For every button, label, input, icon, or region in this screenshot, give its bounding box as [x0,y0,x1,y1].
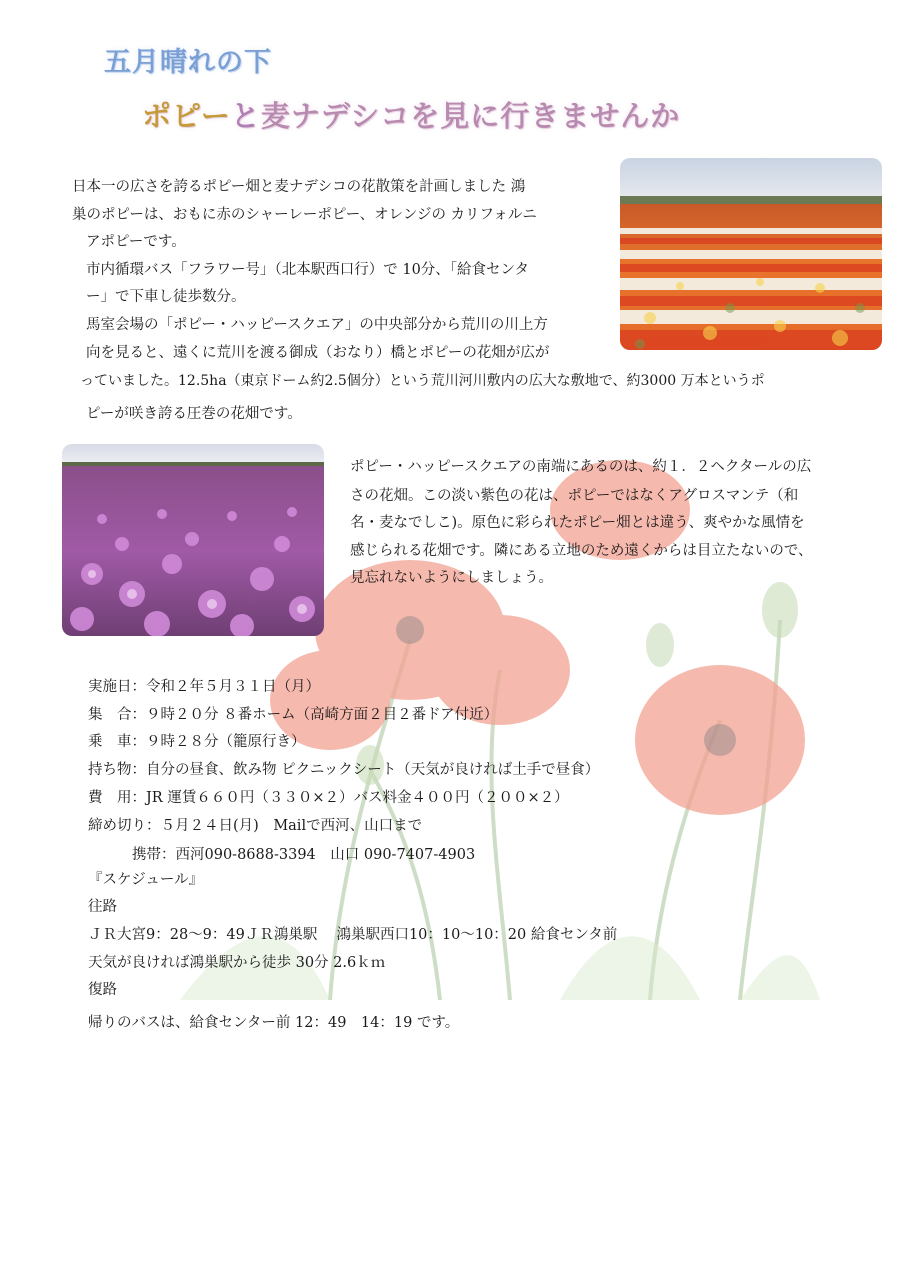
subtitle-rest: 麦ナデシコを見に行きませんか [260,99,681,133]
agrostemma-line: 感じられる花畑です。隣にある立地のため遠くからは目立たないので、 [350,543,813,559]
intro-line: 市内循環バス「フラワー号」（北本駅西口行）で 10分、「給食センタ [86,262,529,278]
intro-line: アポピーです。 [86,234,186,250]
outbound-heading: 往路 [88,899,117,915]
agrostemma-field-photo [62,444,324,636]
subtitle-to: と [230,99,261,133]
outbound-detail: ＪＲ大宮9：28〜9：49ＪＲ鴻巣駅 鴻巣駅西口10：10〜10：20 給食センタ前 [88,927,618,943]
schedule-heading: 『スケジュール』 [88,872,204,888]
intro-line: 巣のポピーは、おもに赤のシャーレーポピー、オレンジの カリフォルニ [72,207,537,223]
return-detail: 帰りのバスは、給食センター前 12：49 14：19 です。 [88,1015,460,1031]
return-heading: 復路 [88,982,117,998]
detail-boarding: 乗 車：９時２８分（籠原行き） [88,734,306,750]
agrostemma-line: 見忘れないようにしましょう。 [350,570,553,586]
detail-deadline: 締め切り：５月２４日(月) Mailで西河、山口まで [88,818,423,834]
page-title: 五月晴れの下 [104,47,272,78]
poppy-field-photo [620,158,882,350]
intro-line: ピーが咲き誇る圧巻の花畑です。 [86,406,302,422]
detail-meeting: 集 合：９時２０分 ８番ホーム（高崎方面２目２番ドア付近） [88,707,499,723]
page-subtitle [142,94,680,135]
subtitle-poppy: ポピー [142,99,231,133]
detail-belongings: 持ち物：自分の昼食、飲み物 ピクニックシート（天気が良ければ土手で昼食） [88,762,600,778]
intro-line: 馬室会場の「ポピー・ハッピースクエア」の中央部分から荒川の川上方 [86,317,548,333]
agrostemma-line: さの花畑。この淡い紫色の花は、ポピーではなくアグロスマンテ（和 [350,488,799,504]
agrostemma-line: ポピー・ハッピースクエアの南端にあるのは、約１．２ヘクタールの広 [350,459,812,475]
agrostemma-line: 名・麦なでしこ)。原色に彩られたポピー畑とは違う、爽やかな風情を [350,515,805,531]
intro-line: 日本一の広さを誇るポピー畑と麦ナデシコの花散策を計画しました 鴻 [72,179,526,195]
walk-detail: 天気が良ければ鴻巣駅から徒歩 30分 2.6ｋｍ [88,955,386,971]
detail-cost: 費 用：JR 運賃６６０円（３３０×２）バス料金４００円（２００×２） [88,790,569,806]
intro-line: 向を見ると、遠くに荒川を渡る御成（おなり）橋とポピーの花畑が広が [86,345,550,361]
intro-line: ー」で下車し徒歩数分。 [86,289,246,305]
detail-phone: 携帯：西河090-8688-3394 山口 090-7407-4903 [132,847,476,863]
detail-date: 実施日：令和２年５月３１日（月） [88,679,320,695]
intro-line: っていました。12.5ha（東京ドーム約2.5個分）という荒川河川敷内の広大な敷地で、約3000 万本というポ [80,373,765,389]
